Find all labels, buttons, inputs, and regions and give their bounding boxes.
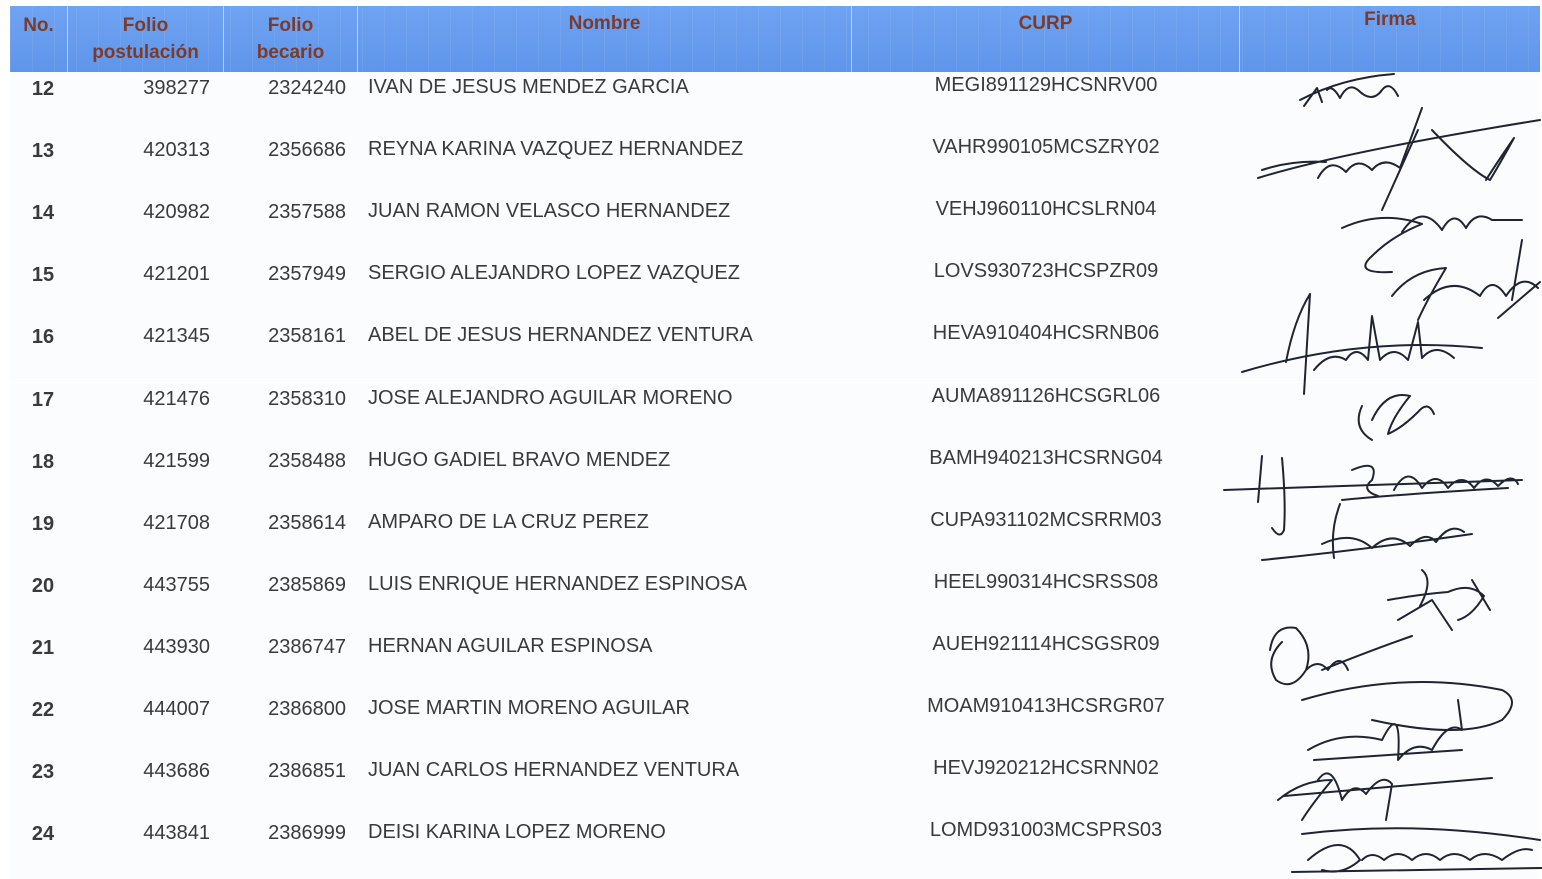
row-number: 17	[31, 389, 55, 411]
curp-cell: LOVS930723HCSPZR09	[933, 260, 1159, 282]
signature-22	[1302, 682, 1512, 760]
row-number: 13	[31, 140, 55, 162]
signature-12	[1300, 74, 1398, 106]
header-curp	[852, 6, 1240, 72]
folio-postulacion-cell: 421201	[143, 263, 210, 285]
row-number: 18	[31, 451, 55, 473]
folio-postulacion-cell: 421599	[143, 450, 210, 472]
row-number: 15	[31, 264, 55, 286]
curp-cell: AUMA891126HCSGRL06	[931, 385, 1161, 407]
row-number: 21	[31, 637, 55, 659]
curp-cell: MEGI891129HCSNRV00	[934, 74, 1158, 96]
row-number: 14	[31, 202, 55, 224]
nombre-cell: JOSE MARTIN MORENO AGUILAR	[368, 697, 690, 719]
signature-16	[1242, 294, 1482, 394]
signature-15	[1392, 240, 1540, 320]
nombre-cell: IVAN DE JESUS MENDEZ GARCIA	[368, 76, 689, 98]
nombre-cell: ABEL DE JESUS HERNANDEZ VENTURA	[368, 324, 753, 346]
signature-20	[1388, 570, 1490, 630]
nombre-cell: LUIS ENRIQUE HERNANDEZ ESPINOSA	[368, 573, 747, 595]
folio-becario-cell: 2386999	[268, 822, 346, 844]
curp-cell: HEVJ920212HCSRNN02	[933, 757, 1159, 779]
row-number: 19	[31, 513, 55, 535]
signature-17	[1359, 395, 1434, 440]
folio-postulacion-cell: 443755	[143, 574, 210, 596]
row-number: 20	[31, 575, 55, 597]
curp-cell: HEEL990314HCSRSS08	[933, 571, 1159, 593]
header-no	[10, 6, 68, 72]
header-folio-becario	[224, 6, 358, 72]
folio-postulacion-cell: 420313	[143, 139, 210, 161]
nombre-cell: HUGO GADIEL BRAVO MENDEZ	[368, 449, 671, 471]
nombre-cell: JUAN RAMON VELASCO HERNANDEZ	[368, 200, 731, 222]
nombre-cell: AMPARO DE LA CRUZ PEREZ	[368, 511, 649, 533]
folio-postulacion-cell: 421476	[143, 388, 210, 410]
folio-becario-cell: 2356686	[268, 139, 346, 161]
signature-23	[1278, 773, 1492, 820]
folio-postulacion-cell: 444007	[143, 698, 210, 720]
folio-postulacion-cell: 443930	[143, 636, 210, 658]
folio-postulacion-cell: 420982	[143, 201, 210, 223]
signatures-svg	[1222, 60, 1542, 877]
header-no-label: No.	[23, 15, 54, 36]
curp-cell: HEVA910404HCSRNB06	[932, 322, 1160, 344]
header-folio-becario-line1: Folio	[267, 15, 314, 36]
folio-postulacion-cell: 421708	[143, 512, 210, 534]
curp-cell: AUEH921114HCSGSR09	[932, 633, 1160, 655]
signature-18	[1224, 456, 1522, 535]
signatures-overlay	[1222, 60, 1542, 877]
folio-becario-cell: 2358161	[268, 325, 346, 347]
folio-becario-cell: 2358488	[268, 450, 346, 472]
curp-cell: VEHJ960110HCSLRN04	[935, 198, 1157, 220]
header-firma-label: Firma	[1364, 9, 1416, 30]
folio-becario-cell: 2357588	[268, 201, 346, 223]
folio-postulacion-cell: 398277	[143, 77, 210, 99]
signature-21	[1270, 627, 1412, 684]
nombre-cell: DEISI KARINA LOPEZ MORENO	[368, 821, 666, 843]
folio-becario-cell: 2358614	[268, 512, 346, 534]
folio-becario-cell: 2358310	[268, 388, 346, 410]
nombre-cell: REYNA KARINA VAZQUEZ HERNANDEZ	[368, 138, 744, 160]
folio-becario-cell: 2324240	[268, 77, 346, 99]
signature-13	[1258, 108, 1540, 180]
folio-becario-cell: 2357949	[268, 263, 346, 285]
header-curp-label: CURP	[1018, 13, 1073, 34]
folio-becario-cell: 2386851	[268, 760, 346, 782]
row-number: 24	[31, 823, 55, 845]
header-folio-becario-line2: becario	[256, 42, 325, 63]
nombre-cell: HERNAN AGUILAR ESPINOSA	[368, 635, 653, 657]
folio-postulacion-cell: 443841	[143, 822, 210, 844]
signature-24	[1292, 828, 1542, 872]
header-folio-postulacion-line1: Folio	[122, 15, 169, 36]
curp-cell: VAHR990105MCSZRY02	[932, 136, 1160, 158]
header-folio-postulacion	[68, 6, 224, 72]
folio-postulacion-cell: 421345	[143, 325, 210, 347]
row-number: 12	[31, 78, 55, 100]
row-number: 23	[31, 761, 55, 783]
curp-cell: LOMD931003MCSPRS03	[929, 819, 1163, 841]
header-nombre-label: Nombre	[568, 13, 641, 34]
folio-becario-cell: 2385869	[268, 574, 346, 596]
curp-cell: CUPA931102MCSRRM03	[930, 509, 1162, 531]
header-nombre	[358, 6, 852, 72]
folio-becario-cell: 2386747	[268, 636, 346, 658]
header-folio-postulacion-line2: postulación	[92, 42, 199, 63]
row-number: 22	[31, 699, 55, 721]
nombre-cell: JOSE ALEJANDRO AGUILAR MORENO	[368, 387, 733, 409]
curp-cell: MOAM910413HCSRGR07	[927, 695, 1165, 717]
row-number: 16	[31, 326, 55, 348]
curp-cell: BAMH940213HCSRNG04	[929, 447, 1163, 469]
nombre-cell: JUAN CARLOS HERNANDEZ VENTURA	[368, 759, 740, 781]
folio-becario-cell: 2386800	[268, 698, 346, 720]
nombre-cell: SERGIO ALEJANDRO LOPEZ VAZQUEZ	[368, 262, 740, 284]
signature-19	[1262, 504, 1472, 560]
folio-postulacion-cell: 443686	[143, 760, 210, 782]
